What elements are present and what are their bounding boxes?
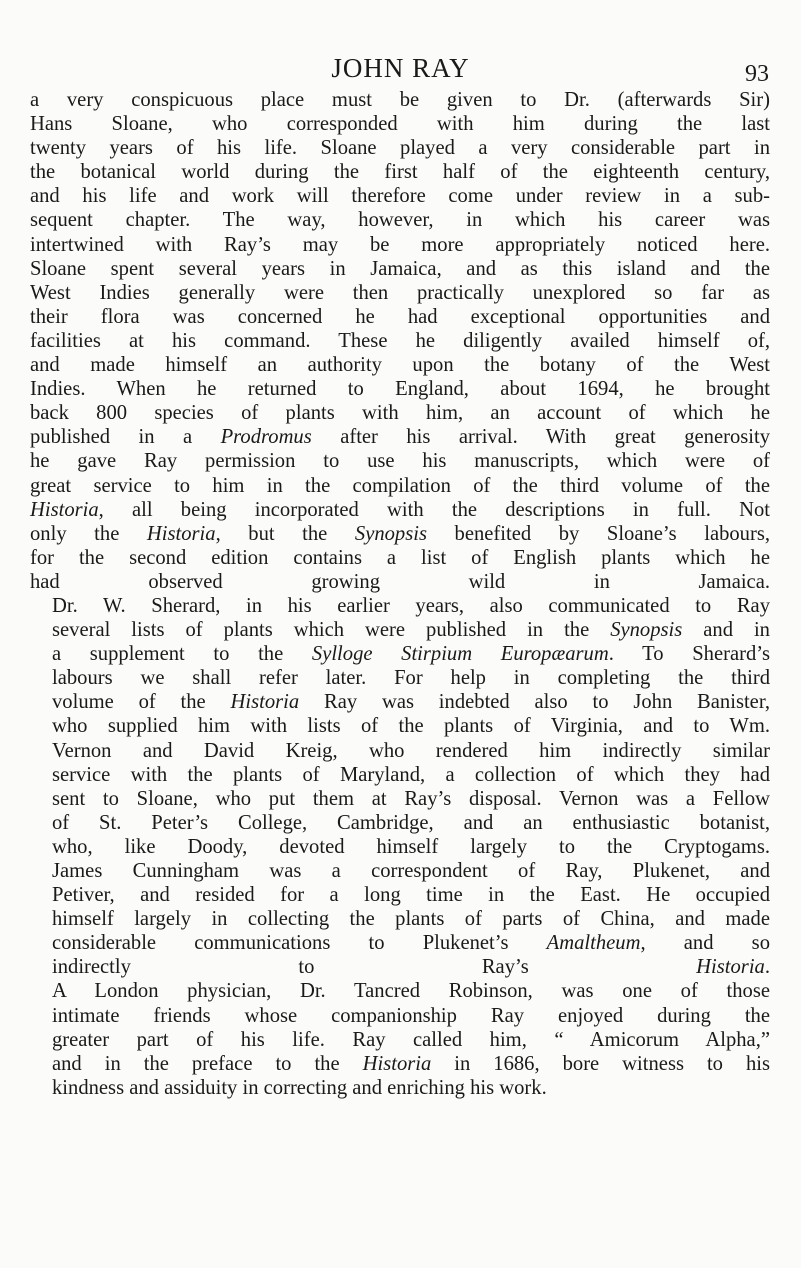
text-line: considerable communications to Plukenet’s Amaltheum, and so xyxy=(52,932,770,955)
text-line: greater part of his life. Ray called him, “ Amicorum Alpha,” xyxy=(52,1028,770,1051)
text-line: who, like Doody, devoted himself largely to the Cryptogams. xyxy=(52,835,770,858)
text-line: twenty years of his life. Sloane played a very considerable part in xyxy=(30,137,770,160)
paragraph-sherard xyxy=(30,594,770,980)
text-line: Sloane spent several years in Jamaica, and as this island and the xyxy=(30,257,770,280)
text-line: for the second edition contains a list of English plants which he xyxy=(30,546,770,569)
running-head xyxy=(0,48,801,88)
text-line: and in the preface to the Historia in 1686, bore witness to his xyxy=(52,1052,770,1075)
text-line: Hans Sloane, who corresponded with him during the last xyxy=(30,113,770,136)
text-line: Petiver, and resided for a long time in the East. He occupied xyxy=(52,884,770,907)
text-line: A London physician, Dr. Tancred Robinson, was one of those xyxy=(52,980,770,1003)
text-line: sequent chapter. The way, however, in which his career was xyxy=(30,209,770,232)
running-title: JOHN RAY xyxy=(331,53,470,83)
text-line: Historia, all being incorporated with the descriptions in full. Not xyxy=(30,498,770,521)
text-line: of St. Peter’s College, Cambridge, and an enthusiastic botanist, xyxy=(52,811,770,834)
text-line: labours we shall refer later. For help in completing the third xyxy=(52,667,770,690)
text-line: the botanical world during the first half of the eighteenth century, xyxy=(30,161,770,184)
body-text xyxy=(30,88,770,1100)
text-line: a very conspicuous place must be given to Dr. (afterwards Sir) xyxy=(30,89,770,111)
text-line: volume of the Historia Ray was indebted also to John Banister, xyxy=(52,691,771,714)
text-line: service with the plants of Maryland, a collection of which they had xyxy=(52,763,770,786)
text-line: only the Historia, but the Synopsis benefited by Sloane’s labours, xyxy=(30,522,771,545)
text-line: who supplied him with lists of the plants of Virginia, and to Wm. xyxy=(52,715,770,738)
text-line: himself largely in collecting the plants of parts of China, and made xyxy=(52,908,770,931)
text-line: Indies. When he returned to England, about 1694, he brought xyxy=(30,378,770,401)
text-line: James Cunningham was a correspondent of Ray, Plukenet, and xyxy=(52,860,770,882)
text-line: back 800 species of plants with him, an account of which he xyxy=(30,402,770,425)
text-line: several lists of plants which were published in the Synopsis and in xyxy=(52,619,770,642)
paragraph-sloane xyxy=(30,88,770,594)
text-line: Vernon and David Kreig, who rendered him indirectly similar xyxy=(52,739,770,762)
page-number: 93 xyxy=(745,61,769,87)
text-line: great service to him in the compilation of the third volume of the xyxy=(30,474,770,497)
text-line: had observed growing wild in Jamaica. xyxy=(30,570,770,593)
text-line: West Indies generally were then practically unexplored so far as xyxy=(30,281,770,304)
text-line: Dr. W. Sherard, in his earlier years, also communicated to Ray xyxy=(52,594,770,617)
text-line: indirectly to Ray’s Historia. xyxy=(52,956,770,979)
text-line: sent to Sloane, who put them at Ray’s disposal. Vernon was a Fellow xyxy=(52,787,770,810)
text-line: published in a Prodromus after his arrival. With great generosity xyxy=(30,426,771,449)
text-line: he gave Ray permission to use his manuscripts, which were of xyxy=(30,450,770,473)
text-line: facilities at his command. These he diligently availed himself of, xyxy=(30,329,770,352)
text-line: kindness and assiduity in correcting and enriching his work. xyxy=(52,1076,547,1099)
text-line: intimate friends whose companionship Ray enjoyed during the xyxy=(52,1004,770,1027)
text-line: their flora was concerned he had exceptional opportunities and xyxy=(30,305,770,328)
text-line: a supplement to the Sylloge Stirpium Europæarum. To Sherard’s xyxy=(52,643,771,666)
text-line: and his life and work will therefore come under review in a sub- xyxy=(30,185,770,208)
text-line: and made himself an authority upon the botany of the West xyxy=(30,354,770,377)
paragraph-robinson xyxy=(30,979,770,1099)
text-line: intertwined with Ray’s may be more appropriately noticed here. xyxy=(30,233,770,256)
